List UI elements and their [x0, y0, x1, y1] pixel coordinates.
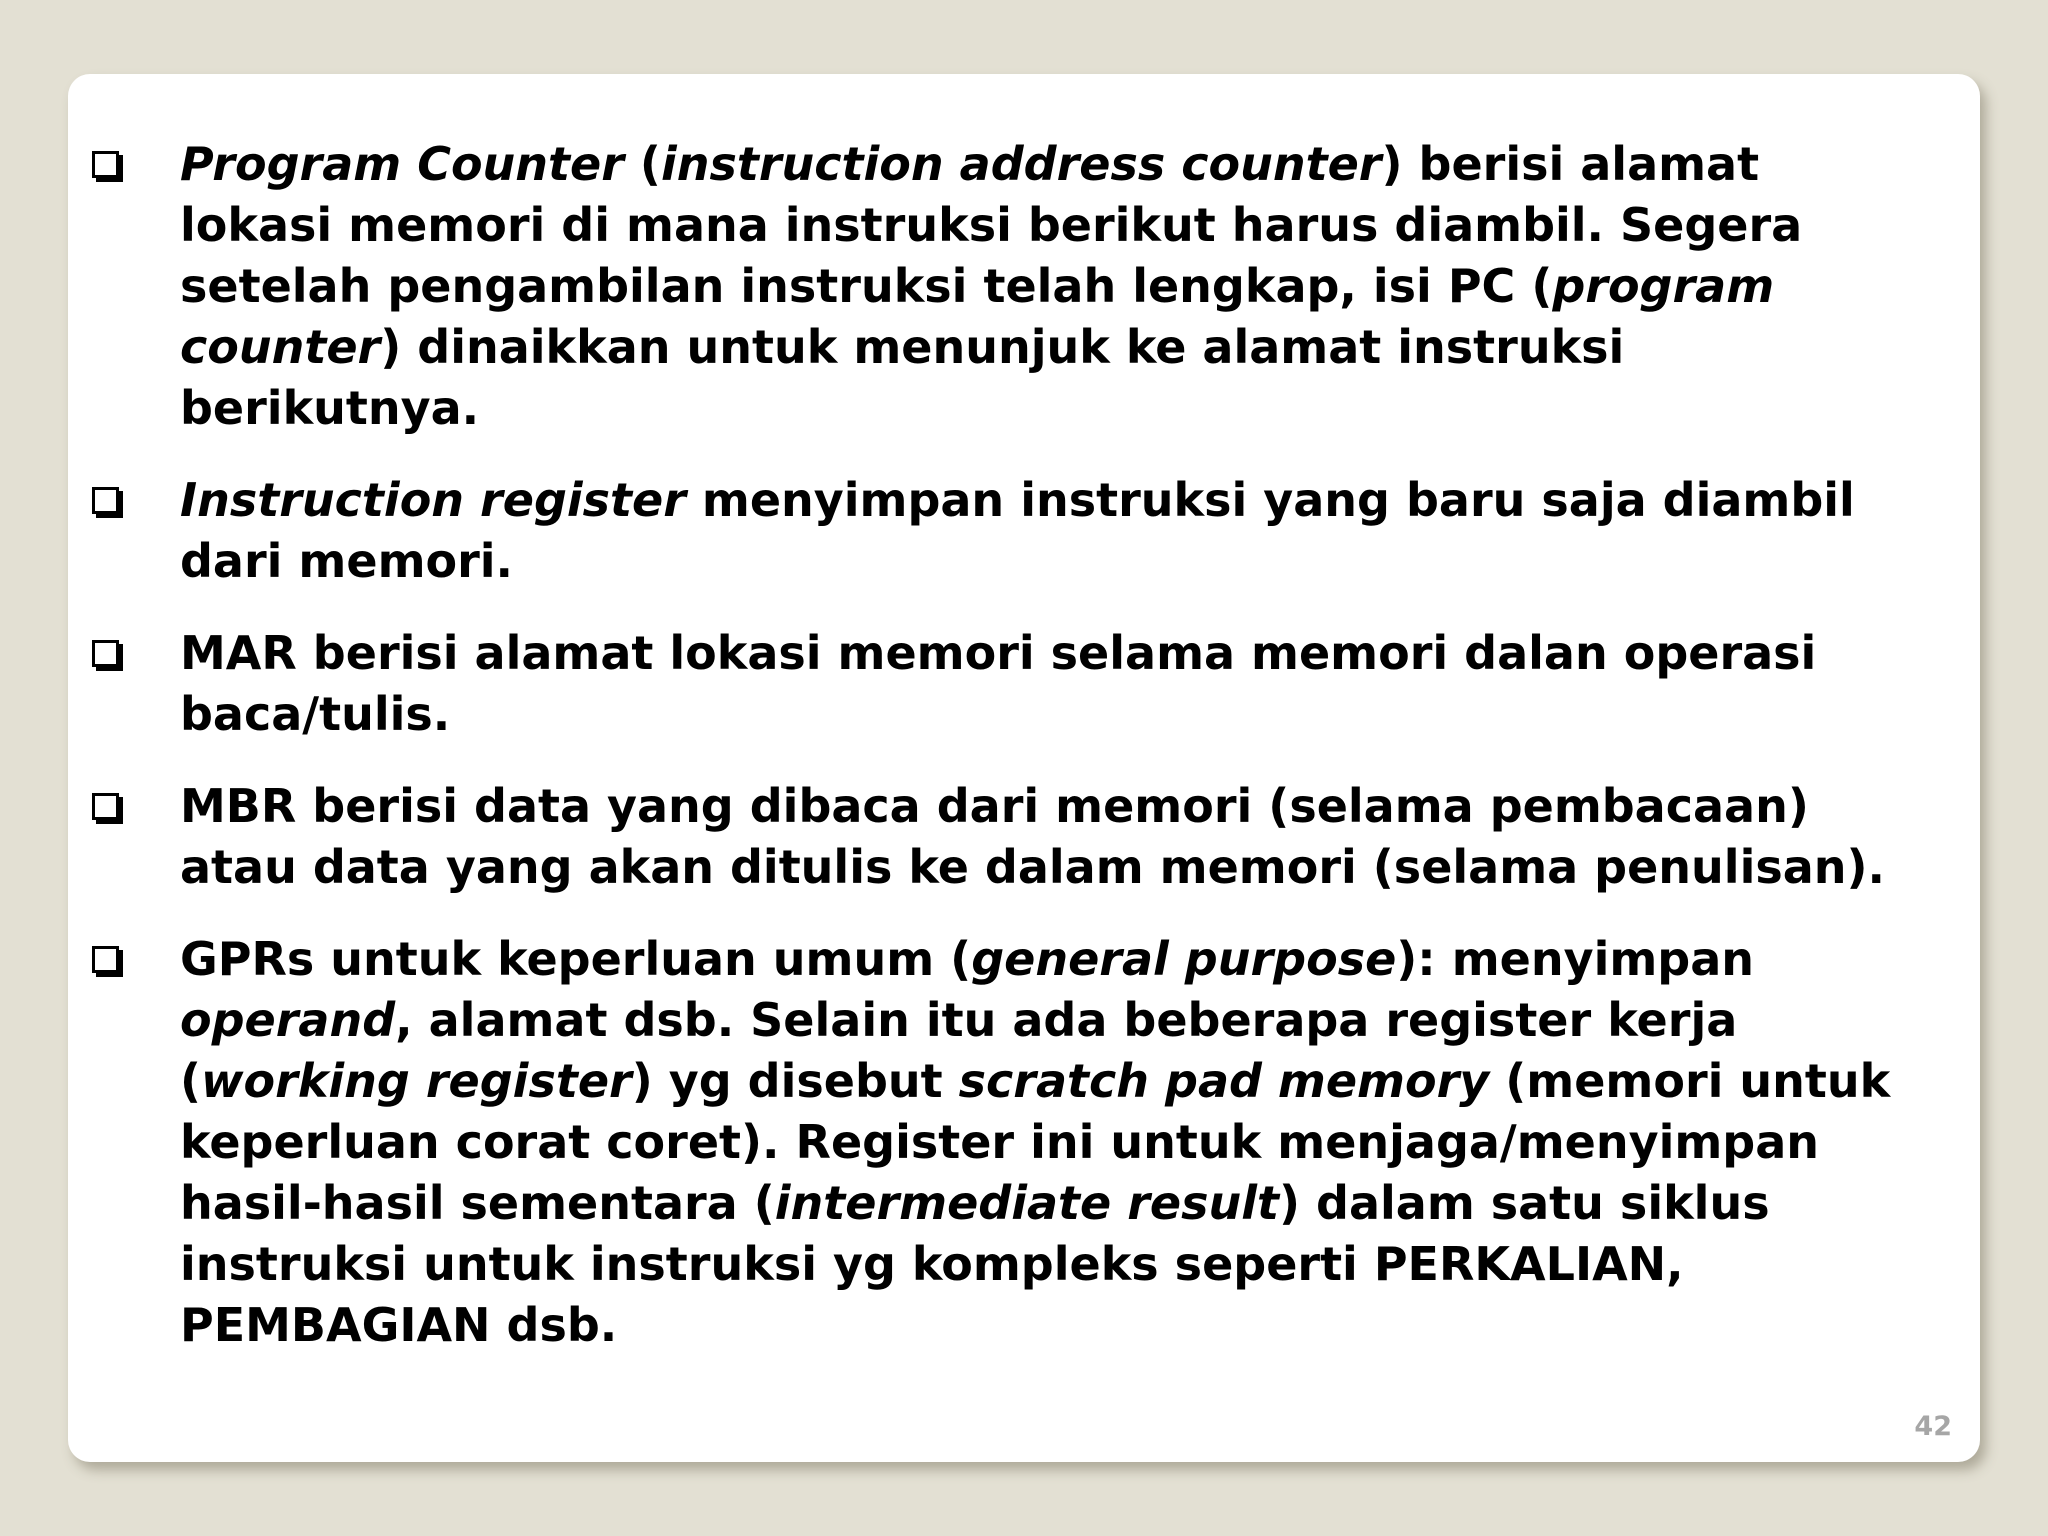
bullet-line	[180, 1234, 1980, 1295]
checkbox-bullet-icon	[92, 793, 119, 820]
italic-term: instruction address counter	[660, 137, 1382, 191]
text-run: menyimpan instruksi yang baru saja diambil	[685, 473, 1855, 527]
text-run: setelah pengambilan instruksi telah lengkap, isi PC (	[180, 259, 1553, 313]
bullet-item	[68, 776, 1980, 898]
text-run: baca/tulis.	[180, 687, 451, 741]
page-number: 42	[1914, 1411, 1952, 1442]
bullet-item	[68, 470, 1980, 592]
italic-term: Program Counter	[180, 137, 624, 191]
text-run: ) yg disebut	[631, 1054, 959, 1108]
italic-term: scratch pad memory	[958, 1054, 1490, 1108]
italic-term: working register	[201, 1054, 632, 1108]
text-run: ) dalam satu siklus	[1279, 1176, 1770, 1230]
text-run: MBR berisi data yang dibaca dari memori (selama pembacaan)	[180, 779, 1809, 833]
italic-term: operand	[180, 993, 396, 1047]
bullet-line	[180, 1051, 1980, 1112]
text-run: (	[180, 1054, 202, 1108]
bullet-item	[68, 929, 1980, 1356]
checkbox-bullet-icon	[92, 640, 119, 667]
text-run: ): menyimpan	[1396, 932, 1754, 986]
bullet-item	[68, 134, 1980, 439]
bullet-line	[180, 929, 1980, 990]
text-run: MAR berisi alamat lokasi memori selama memori dalan operasi	[180, 626, 1817, 680]
text-run: ) dinaikkan untuk menunjuk ke alamat instruksi	[380, 320, 1625, 374]
bullet-line	[180, 470, 1980, 531]
bullet-line	[180, 1112, 1980, 1173]
italic-term: counter	[180, 320, 381, 374]
bullet-line	[180, 1295, 1980, 1356]
text-run: berikutnya.	[180, 381, 480, 435]
text-run: instruksi untuk instruksi yg kompleks seperti PERKALIAN,	[180, 1237, 1684, 1291]
bullet-line	[180, 195, 1980, 256]
slide-card	[68, 74, 1980, 1462]
italic-term: Instruction register	[180, 473, 686, 527]
checkbox-bullet-icon	[92, 151, 119, 178]
bullet-item	[68, 623, 1980, 745]
text-run: PEMBAGIAN dsb.	[180, 1298, 618, 1352]
text-run: GPRs untuk keperluan umum (	[180, 932, 972, 986]
text-run: , alamat dsb. Selain itu ada beberapa register kerja	[395, 993, 1738, 1047]
bullet-line	[180, 531, 1980, 592]
italic-term: intermediate result	[774, 1176, 1279, 1230]
bullet-line	[180, 378, 1980, 439]
checkbox-bullet-icon	[92, 946, 119, 973]
text-run: dari memori.	[180, 534, 514, 588]
italic-term: program	[1552, 259, 1775, 313]
bullet-line	[180, 623, 1980, 684]
text-run: keperluan corat coret). Register ini untuk menjaga/menyimpan	[180, 1115, 1819, 1169]
bullet-line	[180, 837, 1980, 898]
bullet-line	[180, 1173, 1980, 1234]
text-run: hasil-hasil sementara (	[180, 1176, 775, 1230]
bullet-line	[180, 134, 1980, 195]
text-run: (	[623, 137, 661, 191]
checkbox-bullet-icon	[92, 487, 119, 514]
bullet-list	[68, 134, 1980, 1387]
bullet-line	[180, 317, 1980, 378]
bullet-line	[180, 990, 1980, 1051]
text-run: (memori untuk	[1489, 1054, 1891, 1108]
bullet-line	[180, 684, 1980, 745]
text-run: atau data yang akan ditulis ke dalam memori (selama penulisan).	[180, 840, 1886, 894]
text-run: ) berisi alamat	[1381, 137, 1760, 191]
italic-term: general purpose	[971, 932, 1397, 986]
bullet-line	[180, 776, 1980, 837]
bullet-line	[180, 256, 1980, 317]
text-run: lokasi memori di mana instruksi berikut harus diambil. Segera	[180, 198, 1803, 252]
